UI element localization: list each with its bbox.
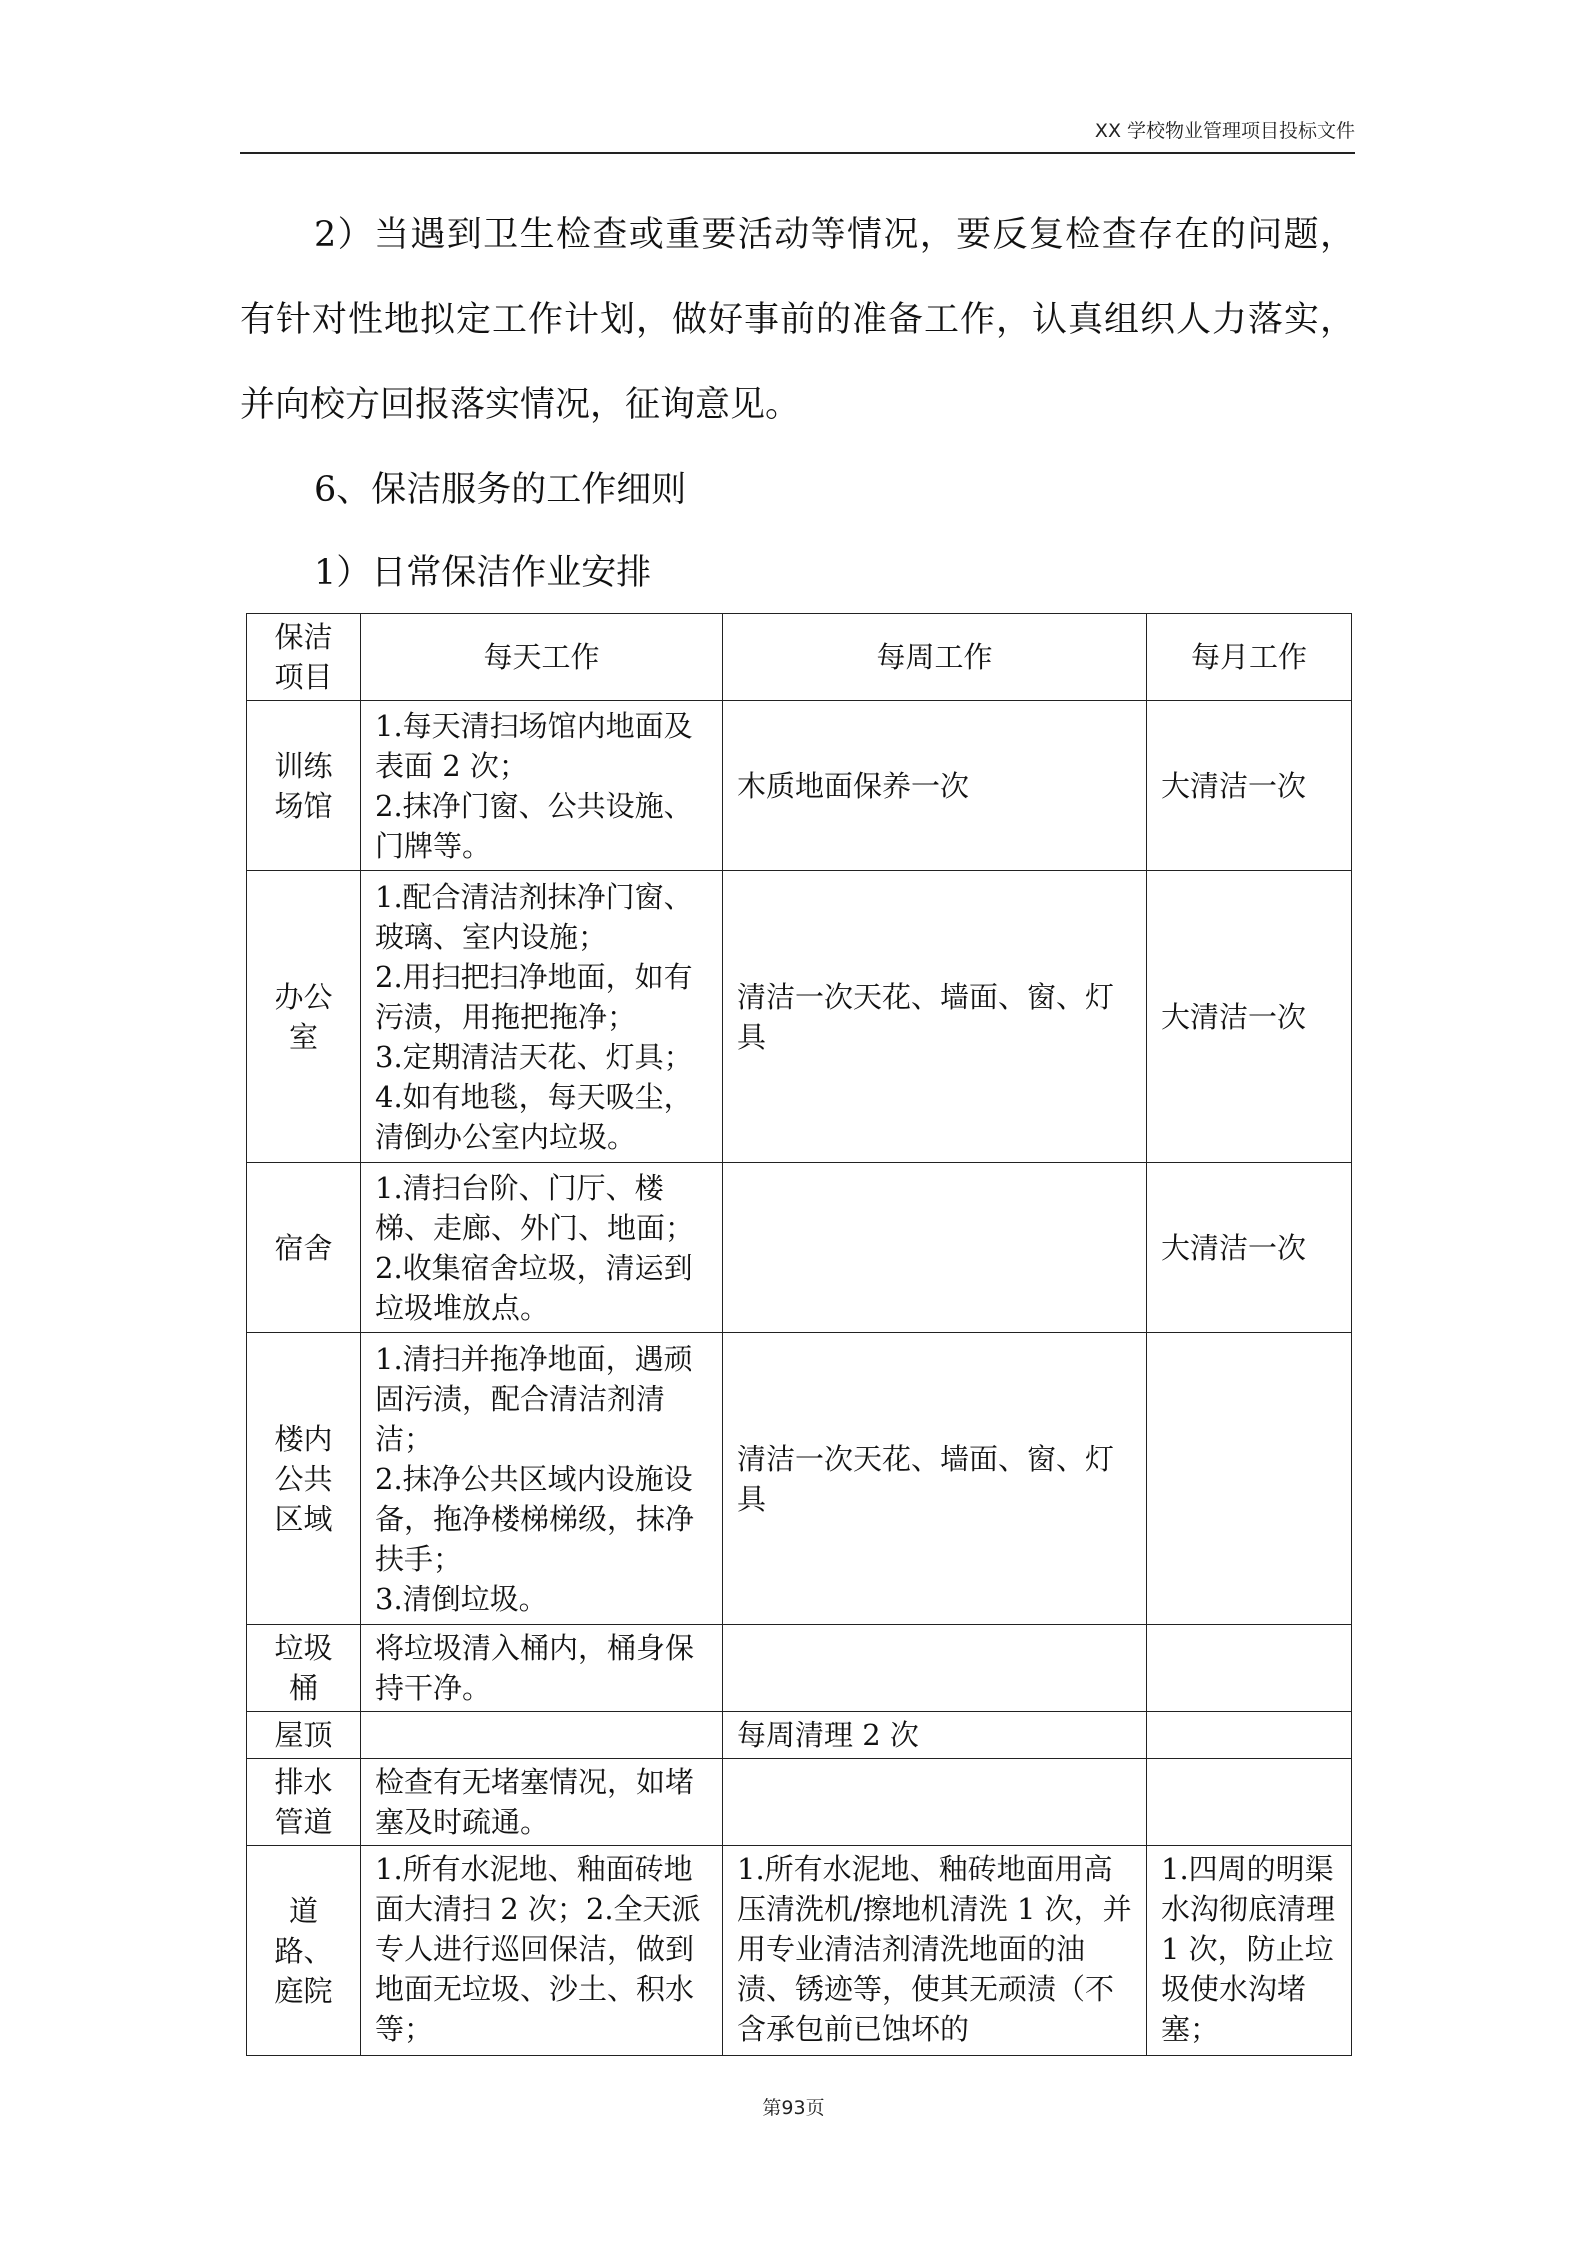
- table-row: [247, 1759, 1352, 1846]
- cell-monthly: [1147, 1712, 1352, 1759]
- cell-text-line: 3.清倒垃圾。: [375, 1581, 548, 1616]
- cell-text-line: 1.清扫并拖净地面，遇顽固污渍，配合清洁剂清洁；: [375, 1341, 693, 1456]
- table-body: [247, 701, 1352, 2056]
- cell-daily: [361, 1333, 723, 1625]
- cell-text-line: 2.抹净公共区域内设施设备，拖净楼梯梯级，抹净扶手；: [375, 1461, 695, 1576]
- cell-item: 屋顶: [247, 1712, 361, 1759]
- cell-monthly: [1147, 1759, 1352, 1846]
- document-title: XX 学校物业管理项目投标文件: [1094, 120, 1355, 142]
- cell-monthly: [1147, 701, 1352, 871]
- cell-text-line: 1.四周的明渠水沟彻底清理 1 次，防止垃圾使水沟堵塞；: [1161, 1852, 1336, 2046]
- paragraph-line: 有针对性地拟定工作计划，做好事前的准备工作，认真组织人力落实，: [240, 300, 1355, 340]
- page-number: 第93页: [762, 2097, 825, 2119]
- cell-daily: [361, 1712, 723, 1759]
- cell-daily: [361, 1625, 723, 1712]
- cell-item: 宿舍: [247, 1163, 361, 1333]
- cell-text-line: 1.配合清洁剂抹净门窗、玻璃、室内设施；: [375, 879, 693, 954]
- cell-text-line: 大清洁一次: [1161, 768, 1307, 803]
- cell-item: 垃圾桶: [247, 1625, 361, 1712]
- cell-text-line: 4.如有地毯，每天吸尘，清倒办公室内垃圾。: [375, 1079, 693, 1154]
- cell-text-line: 2.收集宿舍垃圾，清运到垃圾堆放点。: [375, 1250, 693, 1325]
- cell-item: 楼内公共区域: [247, 1333, 361, 1625]
- cell-weekly: [723, 1759, 1147, 1846]
- cell-daily: [361, 871, 723, 1163]
- table-row: [247, 871, 1352, 1163]
- cell-text-line: 检查有无堵塞情况，如堵塞及时疏通。: [375, 1765, 695, 1839]
- table-header-row: [247, 614, 1352, 701]
- table-row: [247, 1333, 1352, 1625]
- header-cell-weekly: 每周工作: [723, 614, 1147, 701]
- cleaning-schedule-table: [246, 613, 1352, 2056]
- cell-monthly: [1147, 1333, 1352, 1625]
- cell-monthly: [1147, 1625, 1352, 1712]
- cell-weekly: [723, 1163, 1147, 1333]
- subsection-heading: 1）日常保洁作业安排: [314, 553, 652, 593]
- header-cell-daily: 每天工作: [361, 614, 723, 701]
- cell-text-line: 2.抹净门窗、公共设施、门牌等。: [375, 788, 693, 863]
- table-row: [247, 1846, 1352, 2056]
- cell-weekly: [723, 1625, 1147, 1712]
- cell-daily: [361, 1846, 723, 2056]
- cell-monthly: [1147, 1163, 1352, 1333]
- cell-text-line: 1.清扫台阶、门厅、楼梯、走廊、外门、地面；: [375, 1170, 695, 1245]
- table-row: [247, 1625, 1352, 1712]
- page-header: [240, 112, 1355, 154]
- table-row: [247, 1163, 1352, 1333]
- table-row: [247, 1712, 1352, 1759]
- cell-daily: [361, 1163, 723, 1333]
- cell-text-line: 将垃圾清入桶内，桶身保持干净。: [375, 1631, 695, 1705]
- cell-text-line: 1.每天清扫场馆内地面及表面 2 次；: [375, 708, 693, 783]
- cell-monthly: [1147, 871, 1352, 1163]
- cell-text-line: 1.所有水泥地、釉面砖地面大清扫 2 次；2.全天派专人进行巡回保洁，做到地面无垃圾、沙土、积水等；: [375, 1852, 701, 2046]
- cell-weekly: [723, 1846, 1147, 2056]
- paragraph-line: 2）当遇到卫生检查或重要活动等情况，要反复检查存在的问题，: [314, 215, 1355, 255]
- cell-item: 训练场馆: [247, 701, 361, 871]
- cell-text-line: 3.定期清洁天花、灯具；: [375, 1039, 693, 1074]
- cell-text-line: 每周清理 2 次: [737, 1718, 919, 1752]
- paragraph-line: 并向校方回报落实情况，征询意见。: [240, 385, 801, 425]
- cell-text-line: 清洁一次天花、墙面、窗、灯具: [737, 979, 1115, 1054]
- cell-text-line: 大清洁一次: [1161, 999, 1307, 1034]
- cell-weekly: [723, 1712, 1147, 1759]
- section-heading: 6、保洁服务的工作细则: [314, 470, 687, 510]
- cell-weekly: [723, 701, 1147, 871]
- cell-item: 道路、庭院: [247, 1846, 361, 2056]
- cell-text-line: 大清洁一次: [1161, 1230, 1307, 1265]
- cell-text-line: 清洁一次天花、墙面、窗、灯具: [737, 1441, 1115, 1516]
- cell-text-line: 2.用扫把扫净地面，如有污渍，用拖把拖净；: [375, 959, 693, 1034]
- cell-item: 排水管道: [247, 1759, 361, 1846]
- cell-text-line: 木质地面保养一次: [737, 768, 970, 803]
- header-cell-monthly: 每月工作: [1147, 614, 1352, 701]
- table-row: [247, 701, 1352, 871]
- cell-weekly: [723, 1333, 1147, 1625]
- cell-daily: [361, 1759, 723, 1846]
- cell-monthly: [1147, 1846, 1352, 2056]
- cell-item: 办公室: [247, 871, 361, 1163]
- cell-daily: [361, 701, 723, 871]
- cell-weekly: [723, 871, 1147, 1163]
- header-cell-item: 保洁项目: [247, 614, 361, 701]
- cell-text-line: 1.所有水泥地、釉砖地面用高压清洗机/擦地机清洗 1 次，并用专业清洁剂清洗地面的油渍、锈迹等，使其无顽渍（不含承包前已蚀坏的: [737, 1852, 1132, 2046]
